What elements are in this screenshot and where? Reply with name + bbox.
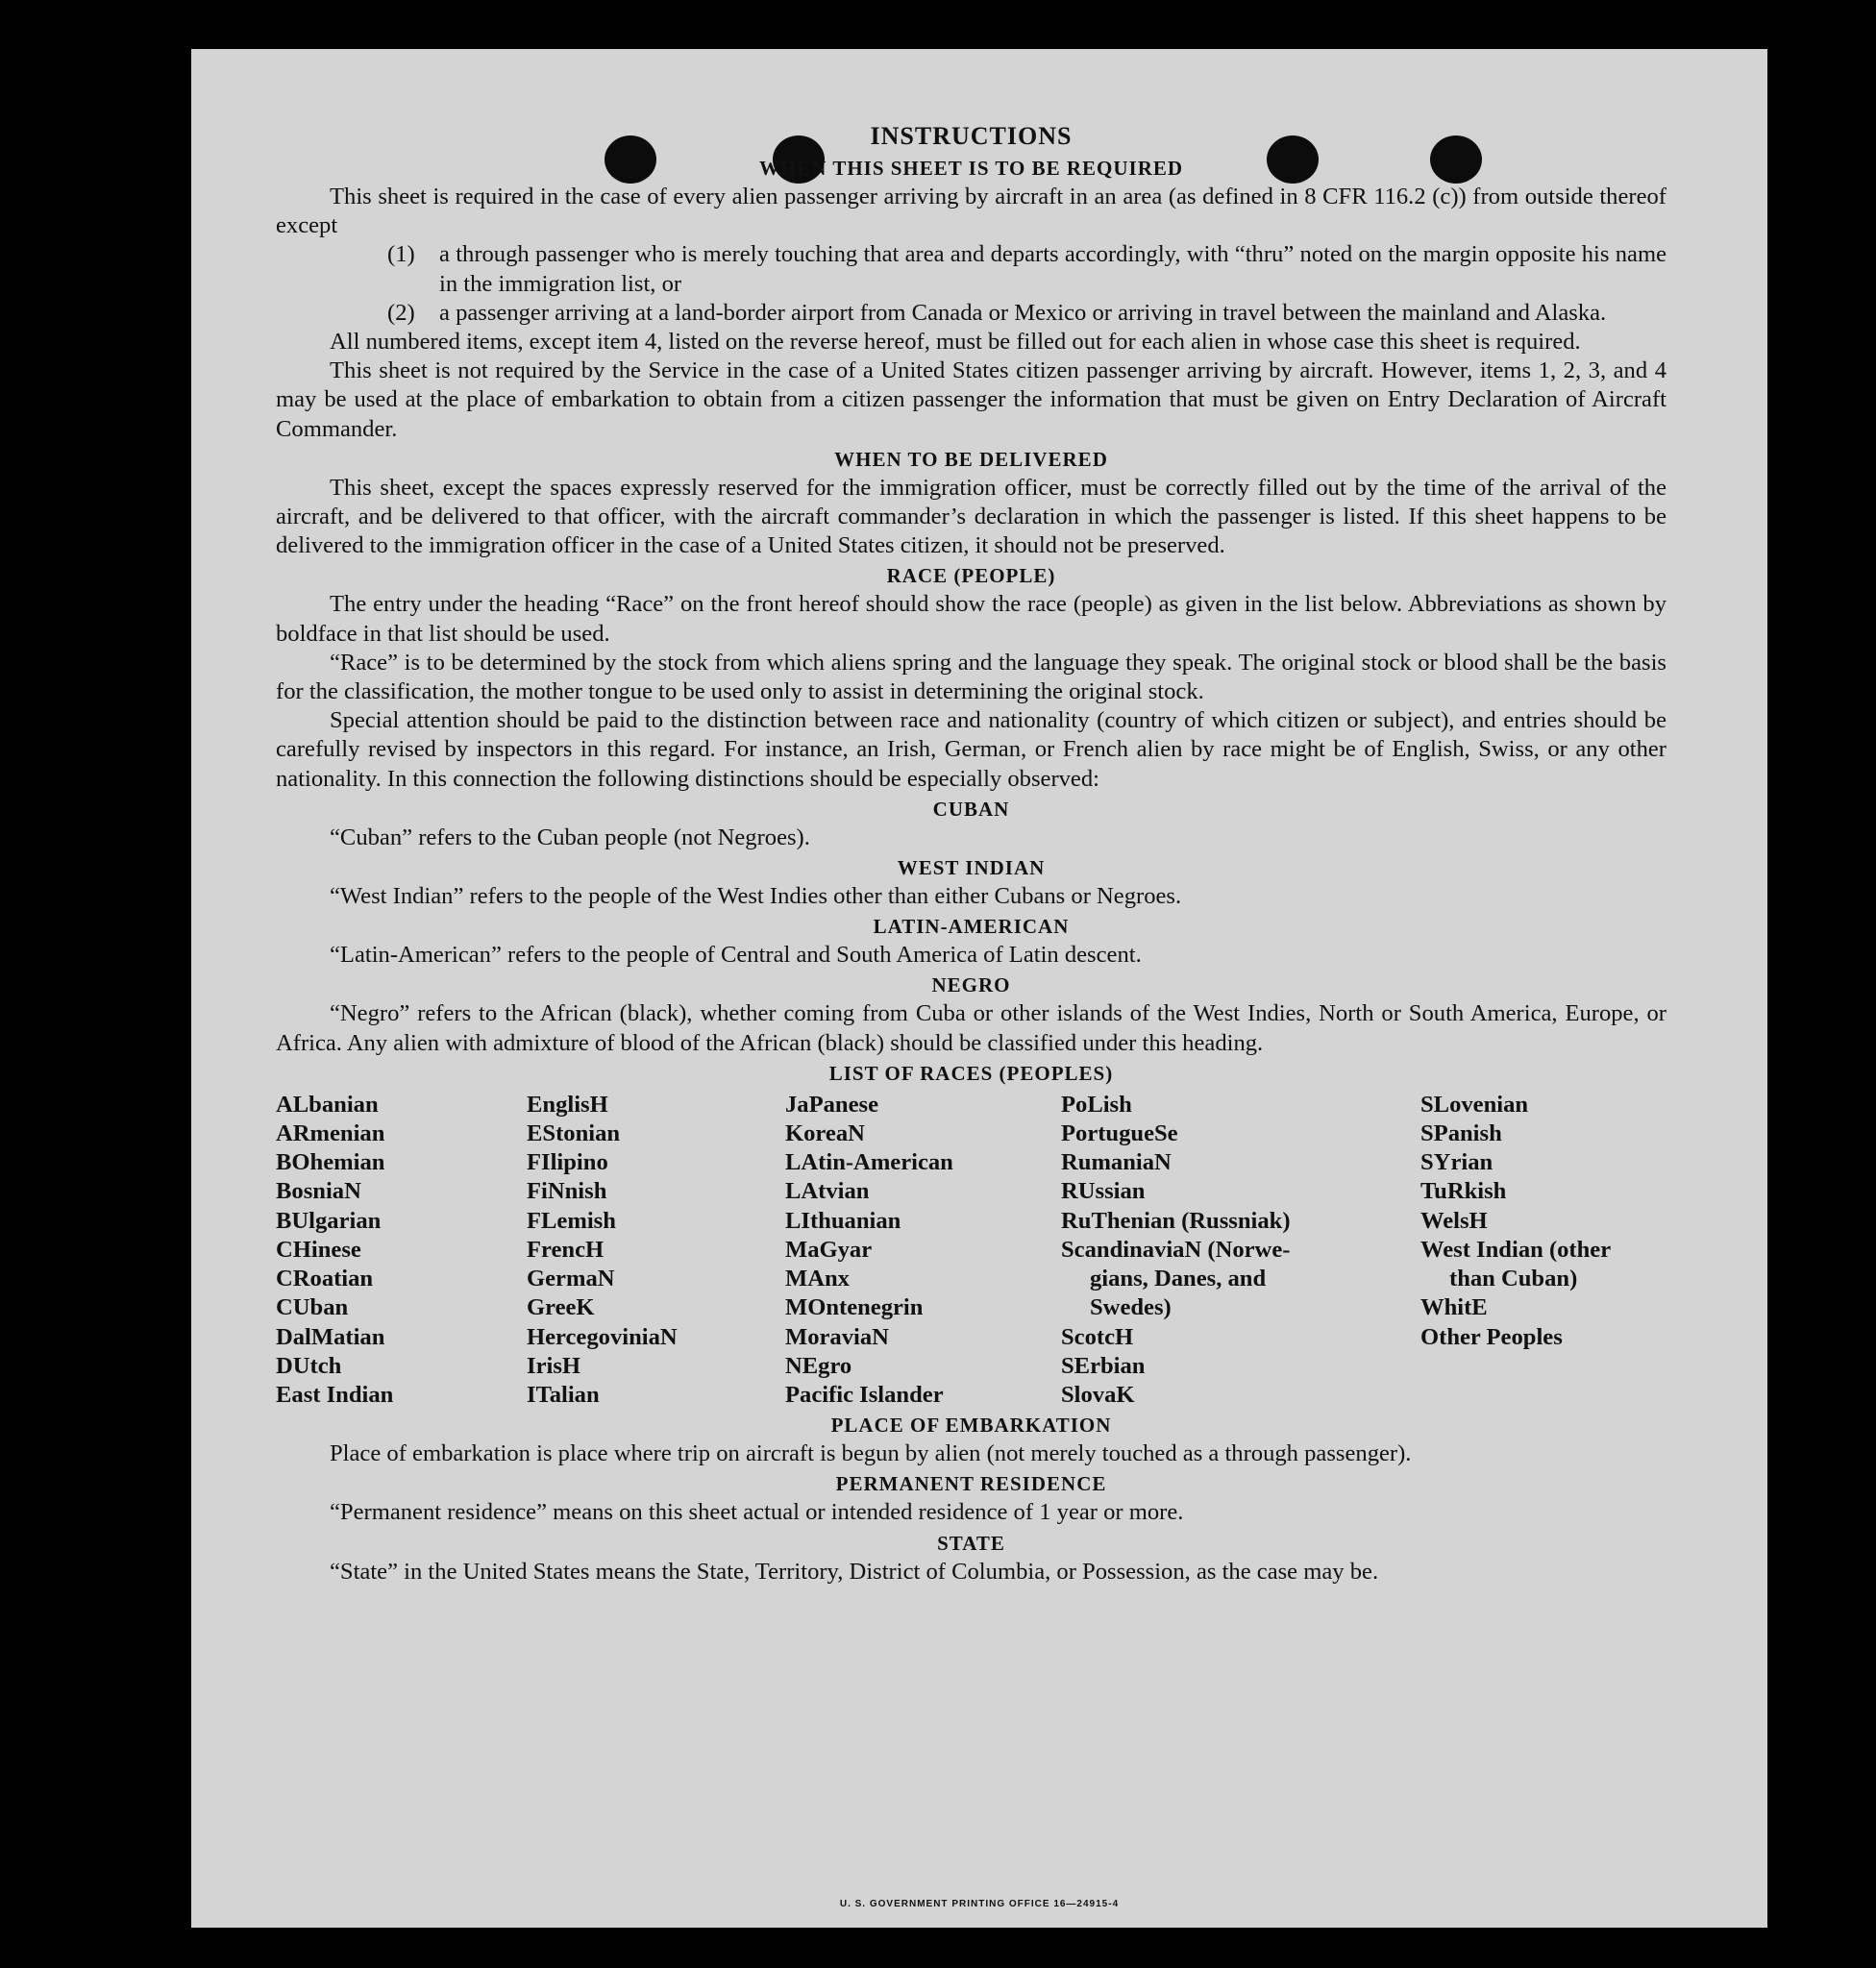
race-entry: JaPanese — [785, 1091, 878, 1118]
race-column — [527, 1091, 785, 1410]
race-entry: IrisH — [527, 1352, 581, 1379]
race-entry: ScandinaviaN (Norwe- — [1061, 1236, 1291, 1263]
paragraph: This sheet is not required by the Service in the case of a United States citizen passenger arriving by aircraft. However, items 1, 2, 3, and 4 may be used at the place of embarkation to obtain from a citizen passenger the information that must be given on Entry Declaration of Aircraft Commander. — [276, 357, 1666, 442]
section-heading-list-of-races: LIST OF RACES (PEOPLES) — [828, 1061, 1114, 1085]
race-entry-continued: gians, Danes, and — [1090, 1266, 1267, 1292]
paragraph: Place of embarkation is place where trip on aircraft is begun by alien (not merely touched as a through passenger). — [330, 1440, 1412, 1467]
paragraph: “Negro” refers to the African (black), whether coming from Cuba or other islands of the West Indies, North or South America, Europe, or Africa. Any alien with admixture of blood of the African (black) should be classified under this heading. — [276, 1000, 1666, 1056]
race-entry: CUban — [276, 1294, 349, 1321]
paragraph: “Race” is to be determined by the stock from which aliens spring and the language they speak. The original stock or blood shall be the basis for the classification, the mother tongue to be used only to assist in determining the original stock. — [276, 649, 1666, 705]
race-entry: CRoatian — [276, 1266, 374, 1292]
race-entry: EStonian — [527, 1120, 621, 1147]
race-column — [1061, 1091, 1420, 1410]
race-entry: GermaN — [527, 1266, 615, 1292]
paragraph: Special attention should be paid to the distinction between race and nationality (country of which citizen or subject), and entries should be carefully revised by inspectors in this regard. For instance, an Irish, German, or French alien by race might be of English, Swiss, or any other nationality. In this connection the following distinctions should be especially observed: — [276, 707, 1666, 792]
race-entry: DUtch — [276, 1352, 342, 1379]
race-entry: MoraviaN — [785, 1323, 889, 1350]
race-entry: LIthuanian — [785, 1207, 901, 1234]
section-heading-west-indian: WEST INDIAN — [897, 856, 1046, 880]
section-heading-residence: PERMANENT RESIDENCE — [835, 1472, 1107, 1496]
race-entry: BOhemian — [276, 1149, 385, 1176]
race-entry: FrencH — [527, 1236, 605, 1263]
race-entry-continued: than Cuban) — [1449, 1266, 1578, 1292]
section-heading-embarkation: PLACE OF EMBARKATION — [830, 1414, 1112, 1438]
race-entry: WelsH — [1420, 1207, 1488, 1234]
paragraph: This sheet is required in the case of every alien passenger arriving by aircraft in an area (as defined in 8 CFR 116.2 (c)) from outside thereof except — [276, 184, 1666, 239]
paragraph: The entry under the heading “Race” on the front hereof should show the race (people) as given in the list below. Abbreviations as shown by boldface in that list should be used. — [276, 591, 1666, 647]
section-heading-required: WHEN THIS SHEET IS TO BE REQUIRED — [758, 157, 1184, 180]
race-entry: DalMatian — [276, 1323, 385, 1350]
paragraph: “Latin-American” refers to the people of Central and South America of Latin descent. — [330, 942, 1142, 969]
race-entry: WhitE — [1420, 1294, 1488, 1321]
section-heading-negro: NEGRO — [931, 973, 1011, 997]
race-entry: MaGyar — [785, 1236, 873, 1263]
race-entry: Pacific Islander — [785, 1381, 944, 1408]
section-heading-race: RACE (PEOPLE) — [886, 564, 1056, 588]
race-entry: GreeK — [527, 1294, 595, 1321]
section-heading-state: STATE — [937, 1531, 1005, 1555]
list-item — [387, 240, 1666, 298]
race-entry: RUssian — [1061, 1178, 1146, 1205]
section-heading-latin-american: LATIN-AMERICAN — [873, 915, 1070, 939]
race-entry: EnglisH — [527, 1091, 608, 1118]
race-entry: ARmenian — [276, 1120, 385, 1147]
race-entry: TuRkish — [1420, 1178, 1507, 1205]
paragraph: “Cuban” refers to the Cuban people (not Negroes). — [330, 824, 810, 850]
race-entry: SlovaK — [1061, 1381, 1135, 1408]
race-entry: SLovenian — [1420, 1091, 1529, 1118]
race-entry: HercegoviniaN — [527, 1323, 678, 1350]
race-entry: KoreaN — [785, 1120, 865, 1147]
race-entry: CHinese — [276, 1236, 361, 1263]
race-column — [1420, 1091, 1666, 1410]
race-entry: ScotcH — [1061, 1323, 1134, 1350]
race-entry: East Indian — [276, 1381, 394, 1408]
instructions-text — [276, 120, 1666, 1587]
race-column — [276, 1091, 527, 1410]
race-entry: BosniaN — [276, 1178, 361, 1205]
race-entry: BUlgarian — [276, 1207, 382, 1234]
race-entry: NEgro — [785, 1352, 852, 1379]
paragraph: “State” in the United States means the State, Territory, District of Columbia, or Possession, as the case may be. — [330, 1558, 1379, 1585]
race-entry: FLemish — [527, 1207, 616, 1234]
race-entry: PoLish — [1061, 1091, 1132, 1118]
paragraph: “West Indian” refers to the people of the West Indies other than either Cubans or Negroes. — [330, 883, 1182, 910]
page-title: INSTRUCTIONS — [870, 122, 1073, 150]
race-entry-continued: Swedes) — [1090, 1294, 1172, 1321]
race-entry: SYrian — [1420, 1149, 1493, 1176]
race-list — [276, 1091, 1666, 1410]
race-entry: FIlipino — [527, 1149, 608, 1176]
paragraph: This sheet, except the spaces expressly reserved for the immigration officer, must be correctly filled out by the time of the arrival of the aircraft, and be delivered to that officer, with the aircraft commander’s declaration in which the passenger is listed. If this sheet happens to be delivered to the immigration officer in the case of a United States citizen, it should not be preserved. — [276, 474, 1666, 559]
item-number: (1) — [387, 241, 415, 268]
section-heading-cuban: CUBAN — [932, 797, 1010, 821]
race-entry: PortugueSe — [1061, 1120, 1178, 1147]
race-column — [785, 1091, 1061, 1410]
race-entry: LAtin-American — [785, 1149, 953, 1176]
item-text: a passenger arriving at a land-border airport from Canada or Mexico or arriving in travel between the mainland and Alaska. — [439, 299, 1607, 326]
paragraph: “Permanent residence” means on this sheet actual or intended residence of 1 year or more. — [330, 1499, 1184, 1526]
race-entry: MAnx — [785, 1266, 850, 1292]
race-entry: RuThenian (Russniak) — [1061, 1207, 1291, 1234]
section-heading-delivered: WHEN TO BE DELIVERED — [834, 447, 1108, 471]
race-entry: SPanish — [1420, 1120, 1502, 1147]
paragraph: All numbered items, except item 4, listed on the reverse hereof, must be filled out for each alien in whose case this sheet is required. — [330, 329, 1581, 356]
printing-office-footer: U. S. GOVERNMENT PRINTING OFFICE 16—24915-4 — [839, 1899, 1120, 1909]
race-entry: ALbanian — [276, 1091, 379, 1118]
item-number: (2) — [387, 299, 415, 326]
race-entry: MOntenegrin — [785, 1294, 924, 1321]
item-text: a through passenger who is merely touching that area and departs accordingly, with “thru” noted on the margin opposite his name in the immigration list, or — [439, 241, 1666, 297]
race-entry: RumaniaN — [1061, 1149, 1172, 1176]
race-entry: Other Peoples — [1420, 1323, 1563, 1350]
race-entry: ITalian — [527, 1381, 600, 1408]
race-entry: LAtvian — [785, 1178, 870, 1205]
list-item — [387, 299, 1666, 328]
race-entry: FiNnish — [527, 1178, 607, 1205]
race-entry: West Indian (other — [1420, 1236, 1612, 1263]
race-entry: SErbian — [1061, 1352, 1146, 1379]
